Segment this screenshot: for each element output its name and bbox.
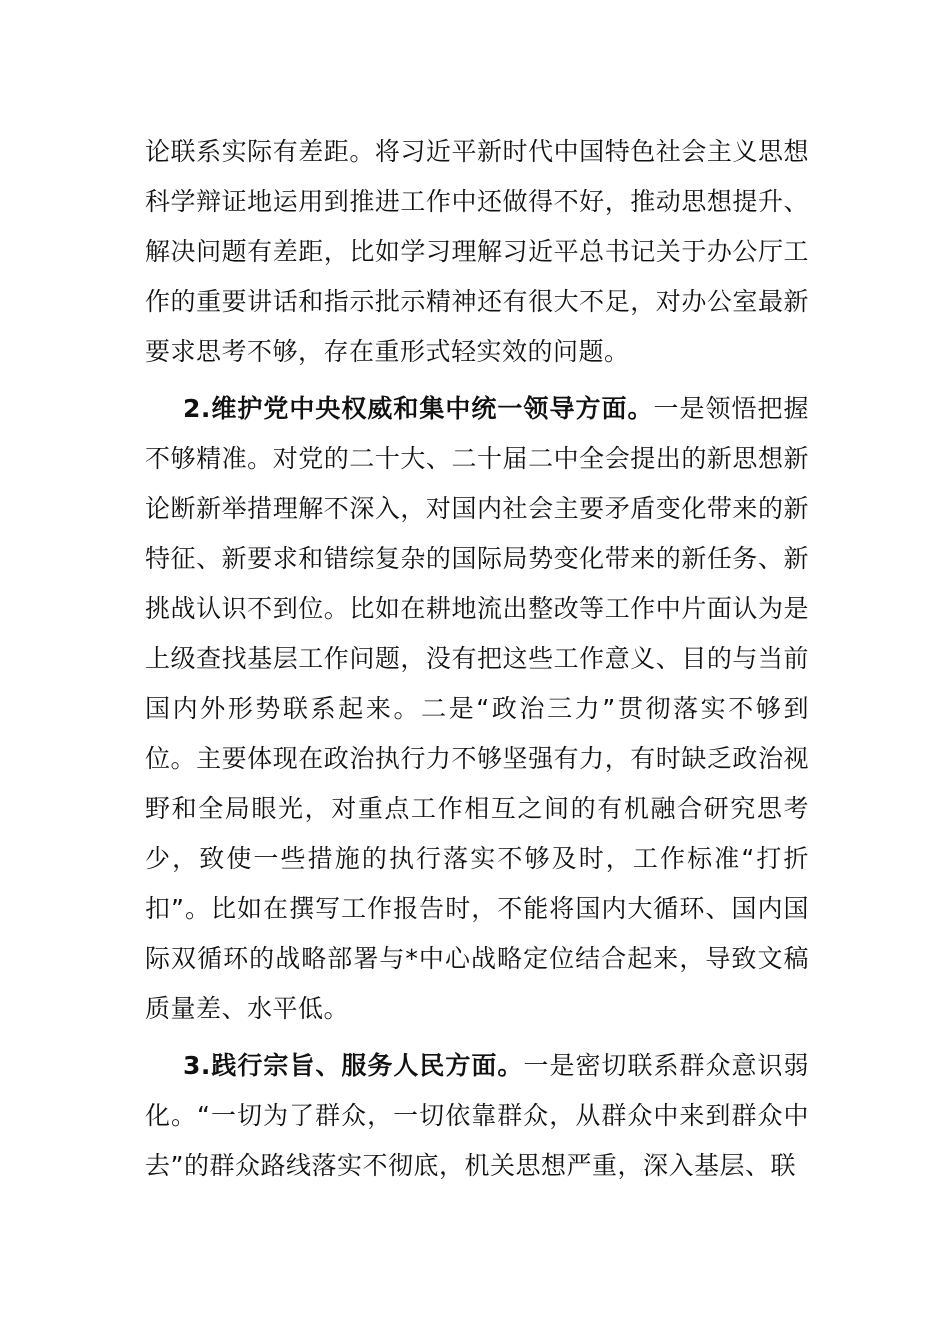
paragraph-1-text: 论联系实际有差距。将习近平新时代中国特色社会主义思想科学辩证地运用到推进工作中还做得不好，推动思想提升、解决问题有差距，比如学习理解习近平总书记关于办公厅工作的重要讲话和指示批示精神还有很大不足，对办公室最新要求思考不够，存在重形式轻实效的问题。 bbox=[145, 137, 809, 366]
paragraph-1 bbox=[145, 127, 809, 377]
document-body bbox=[145, 127, 809, 1191]
paragraph-3-text: 一是密切联系群众意识弱化。“一切为了群众，一切依靠群众，从群众中来到群众中去”的群众路线落实不彻底，机关思想严重，深入基层、联 bbox=[145, 1051, 809, 1180]
paragraph-2-text: 一是领悟把握不够精准。对党的二十大、二十届二中全会提出的新思想新论断新举措理解不深入，对国内社会主要矛盾变化带来的新特征、新要求和错综复杂的国际局势变化带来的新任务、新挑战认识不到位。比如在耕地流出整改等工作中片面认为是上级查找基层工作问题，没有把这些工作意义、目的与当前国内外形势联系起来。二是“政治三力”贯彻落实不够到位。主要体现在政治执行力不够坚强有力，有时缺乏政治视野和全局眼光，对重点工作相互之间的有机融合研究思考少，致使一些措施的执行落实不够及时，工作标准“打折扣”。比如在撰写工作报告时，不能将国内大循环、国内国际双循环的战略部署与*中心战略定位结合起来，导致文稿质量差、水平低。 bbox=[145, 394, 809, 1023]
paragraph-3 bbox=[145, 1041, 809, 1191]
paragraph-2 bbox=[145, 384, 809, 1034]
paragraph-3-heading: 3.践行宗旨、服务人民方面。 bbox=[183, 1051, 524, 1080]
paragraph-2-heading: 2.维护党中央权威和集中统一领导方面。 bbox=[183, 394, 654, 423]
